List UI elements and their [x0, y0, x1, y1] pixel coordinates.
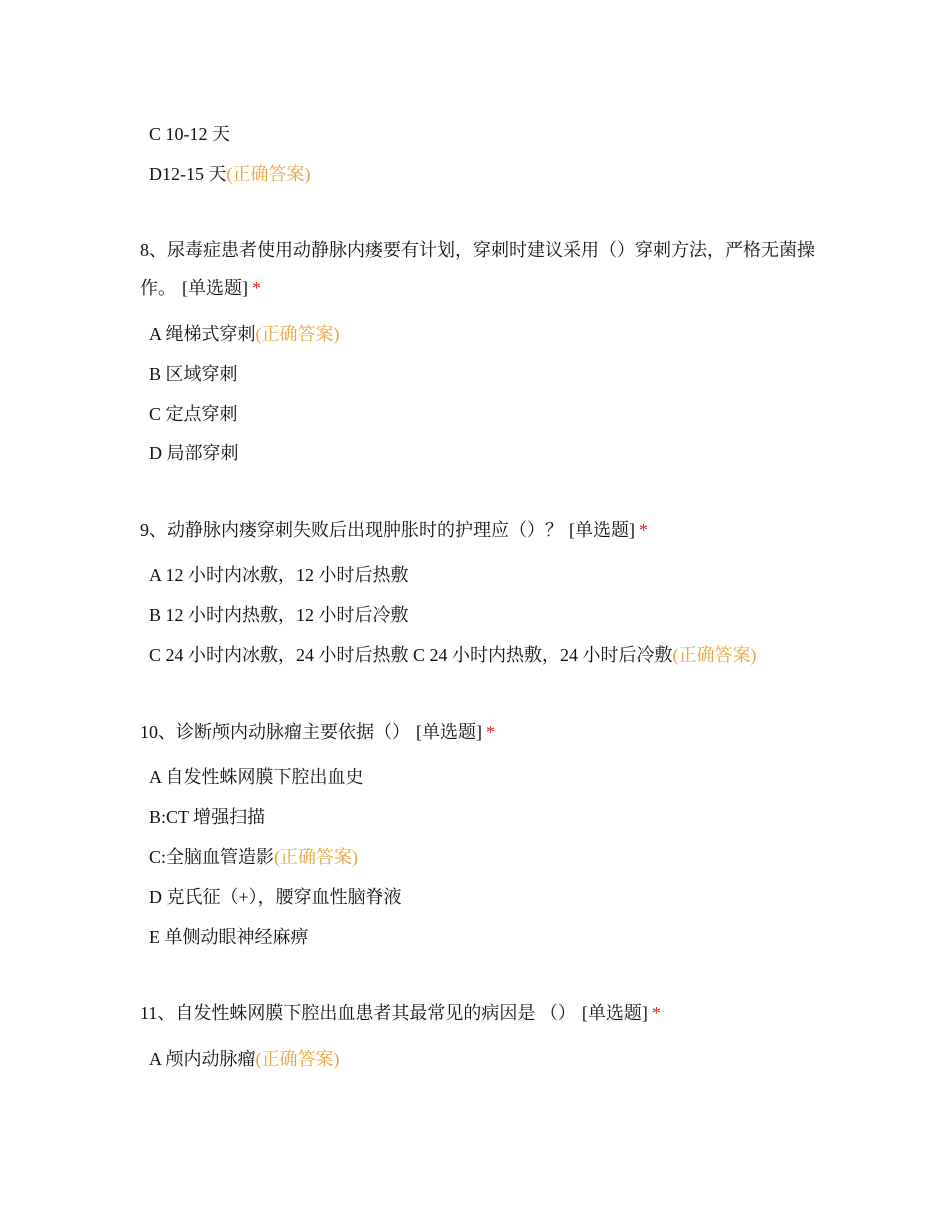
question-10: [140, 713, 820, 751]
question-type-label: [单选题]: [569, 520, 635, 540]
correct-answer-tag: (正确答案): [274, 847, 359, 867]
required-mark: *: [486, 722, 495, 742]
option-label: B:CT 增强扫描: [149, 807, 266, 827]
question-11: [140, 994, 820, 1032]
option-label: C:全脑血管造影: [149, 847, 275, 867]
question-text: [140, 994, 820, 1032]
option-label: E 单侧动眼神经麻痹: [149, 927, 309, 947]
q11-option-a[interactable]: [149, 1047, 340, 1071]
q9-option-a[interactable]: [149, 563, 409, 587]
q10-option-a[interactable]: [149, 765, 364, 789]
q10-option-b[interactable]: [149, 805, 265, 829]
q7-option-c[interactable]: [149, 122, 230, 146]
question-text: [140, 713, 820, 751]
q8-option-b[interactable]: [149, 362, 238, 386]
correct-answer-tag: (正确答案): [255, 324, 340, 344]
q8-option-a[interactable]: [149, 322, 340, 346]
question-text: [140, 511, 820, 549]
question-8-title: 8、尿毒症患者使用动静脉内瘘要有计划，穿刺时建议采用（）穿刺方法，严格无菌操作。: [140, 240, 815, 298]
question-9: [140, 511, 820, 549]
option-label: A 颅内动脉瘤: [149, 1049, 256, 1069]
option-label: B 12 小时内热敷，12 小时后冷敷: [149, 605, 409, 625]
question-text: [140, 231, 820, 307]
option-label: D12-15 天: [149, 164, 227, 184]
question-9-title: 9、动静脉内瘘穿刺失败后出现肿胀时的护理应（）？: [140, 520, 563, 540]
correct-answer-tag: (正确答案): [672, 645, 757, 665]
q8-option-c[interactable]: [149, 402, 238, 426]
option-label: D 局部穿刺: [149, 443, 239, 463]
q10-option-e[interactable]: [149, 925, 309, 949]
question-type-label: [单选题]: [416, 722, 482, 742]
q10-option-d[interactable]: [149, 885, 402, 909]
q10-option-c[interactable]: [149, 845, 358, 869]
question-11-title: 11、自发性蛛网膜下腔出血患者其最常见的病因是 （）: [140, 1003, 576, 1023]
option-label: A 12 小时内冰敷，12 小时后热敷: [149, 565, 409, 585]
question-type-label: [单选题]: [182, 278, 248, 298]
q9-option-b[interactable]: [149, 603, 409, 627]
correct-answer-tag: (正确答案): [255, 1049, 340, 1069]
option-label: A 自发性蛛网膜下腔出血史: [149, 767, 364, 787]
question-10-title: 10、诊断颅内动脉瘤主要依据（）: [140, 722, 410, 742]
required-mark: *: [252, 278, 261, 298]
q7-option-d[interactable]: [149, 162, 311, 186]
option-label: A 绳梯式穿刺: [149, 324, 256, 344]
correct-answer-tag: (正确答案): [226, 164, 311, 184]
required-mark: *: [651, 1003, 661, 1023]
option-label: C 24 小时内冰敷，24 小时后热敷 C 24 小时内热敷，24 小时后冷敷: [149, 645, 673, 665]
q8-option-d[interactable]: [149, 441, 239, 465]
required-mark: *: [639, 520, 648, 540]
question-type-label: [单选题]: [581, 1003, 648, 1023]
option-label: D 克氏征（+），腰穿血性脑脊液: [149, 887, 402, 907]
option-label: C 定点穿刺: [149, 404, 238, 424]
option-label: B 区域穿刺: [149, 364, 238, 384]
option-label: C 10-12 天: [149, 124, 230, 144]
question-8: [140, 231, 820, 307]
q9-option-c[interactable]: [149, 643, 757, 667]
